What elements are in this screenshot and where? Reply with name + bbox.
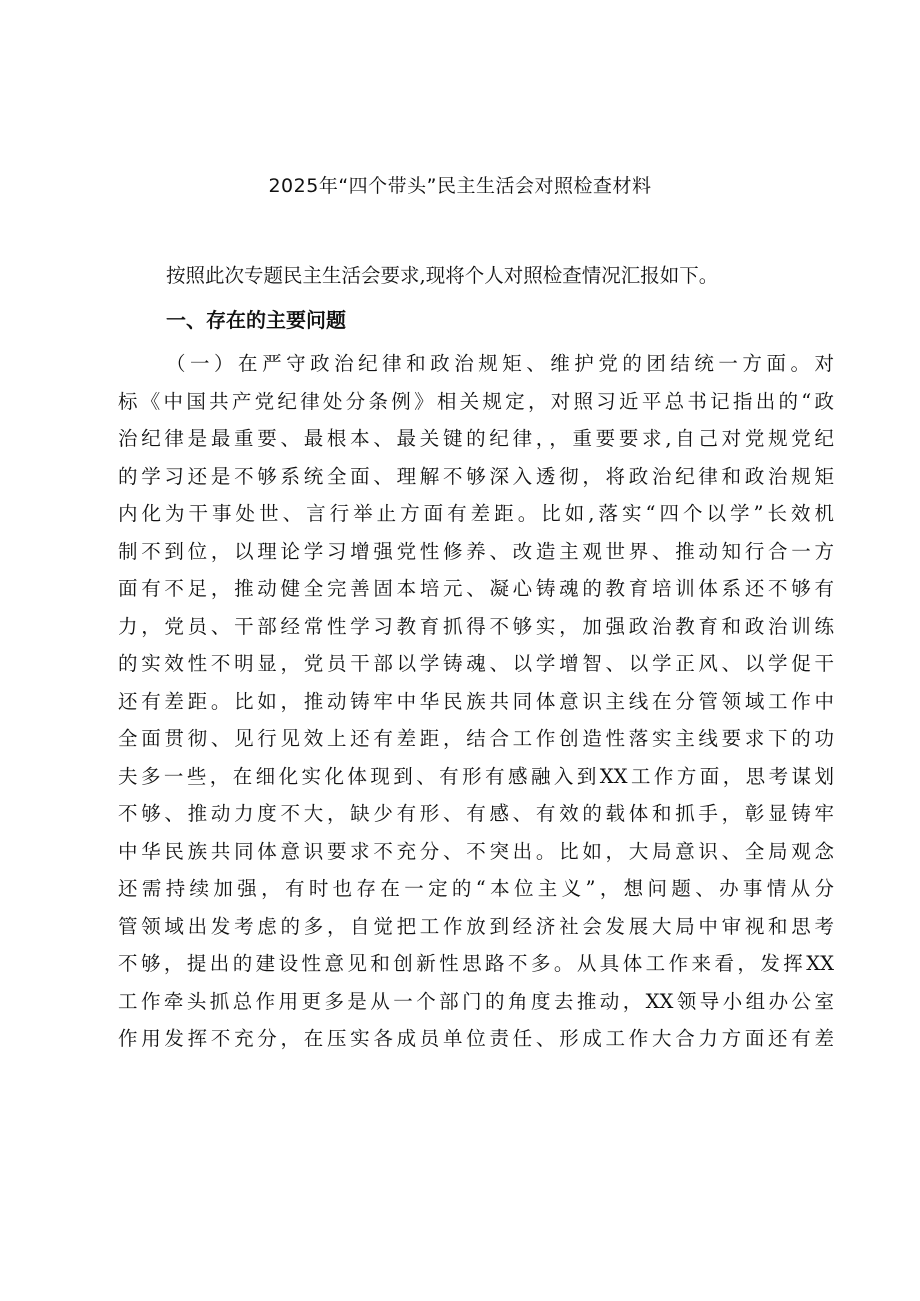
paragraph-line: 夫多一些，在细化实化体现到、有形有感融入到XX工作方面，思考谋划 xyxy=(118,764,834,788)
intro-paragraph: 按照此次专题民主生活会要求,现将个人对照检查情况汇报如下。 xyxy=(166,264,719,287)
document-title: 2025年“四个带头”民主生活会对照检查材料 xyxy=(268,175,652,197)
paragraph-line: 面有不足，推动健全完善固本培元、凝心铸魂的教育培训体系还不够有 xyxy=(118,577,834,600)
paragraph-line: 中华民族共同体意识要求不充分、不突出。比如，大局意识、全局观念 xyxy=(118,839,834,863)
paragraph-line: 全面贯彻、见行见效上还有差距，结合工作创造性落实主线要求下的功 xyxy=(118,727,834,750)
section-heading: 一、存在的主要问题 xyxy=(166,308,346,332)
paragraph-line: 内化为干事处世、言行举止方面有差距。比如,落实“四个以学”长效机 xyxy=(118,502,834,525)
paragraph-line: 管领域出发考虑的多，自觉把工作放到经济社会发展大局中审视和思考 xyxy=(118,914,834,938)
paragraph-line: 力，党员、干部经常性学习教育抓得不够实，加强政治教育和政治训练 xyxy=(118,614,834,638)
paragraph-line: 治纪律是最重要、最根本、最关键的纪律，，重要要求,自己对党规党纪 xyxy=(118,427,834,450)
body-paragraph xyxy=(118,345,838,1058)
paragraph-line: 还需持续加强，有时也存在一定的“本位主义”，想问题、办事情从分 xyxy=(118,877,834,900)
paragraph-line: 作用发挥不充分，在压实各成员单位责任、形成工作大合力方面还有差 xyxy=(118,1027,834,1050)
paragraph-line: 不够、推动力度不大，缺少有形、有感、有效的载体和抓手，彰显铸牢 xyxy=(118,802,834,825)
paragraph-line: 制不到位，以理论学习增强党性修养、改造主观世界、推动知行合一方 xyxy=(118,539,834,563)
paragraph-line: （一）在严守政治纪律和政治规矩、维护党的团结统一方面。对 xyxy=(166,352,834,375)
paragraph-line: 工作牵头抓总作用更多是从一个部门的角度去推动，XX领导小组办公室 xyxy=(118,989,834,1013)
paragraph-line: 不够，提出的建设性意见和创新性思路不多。从具体工作来看，发挥XX xyxy=(118,952,834,975)
paragraph-line: 标《中国共产党纪律处分条例》相关规定，对照习近平总书记指出的“政 xyxy=(118,389,834,413)
paragraph-line: 还有差距。比如，推动铸牢中华民族共同体意识主线在分管领域工作中 xyxy=(118,689,834,713)
paragraph-line: 的学习还是不够系统全面、理解不够深入透彻，将政治纪律和政治规矩 xyxy=(118,464,834,488)
paragraph-line: 的实效性不明显，党员干部以学铸魂、以学增智、以学正风、以学促干 xyxy=(118,652,834,675)
